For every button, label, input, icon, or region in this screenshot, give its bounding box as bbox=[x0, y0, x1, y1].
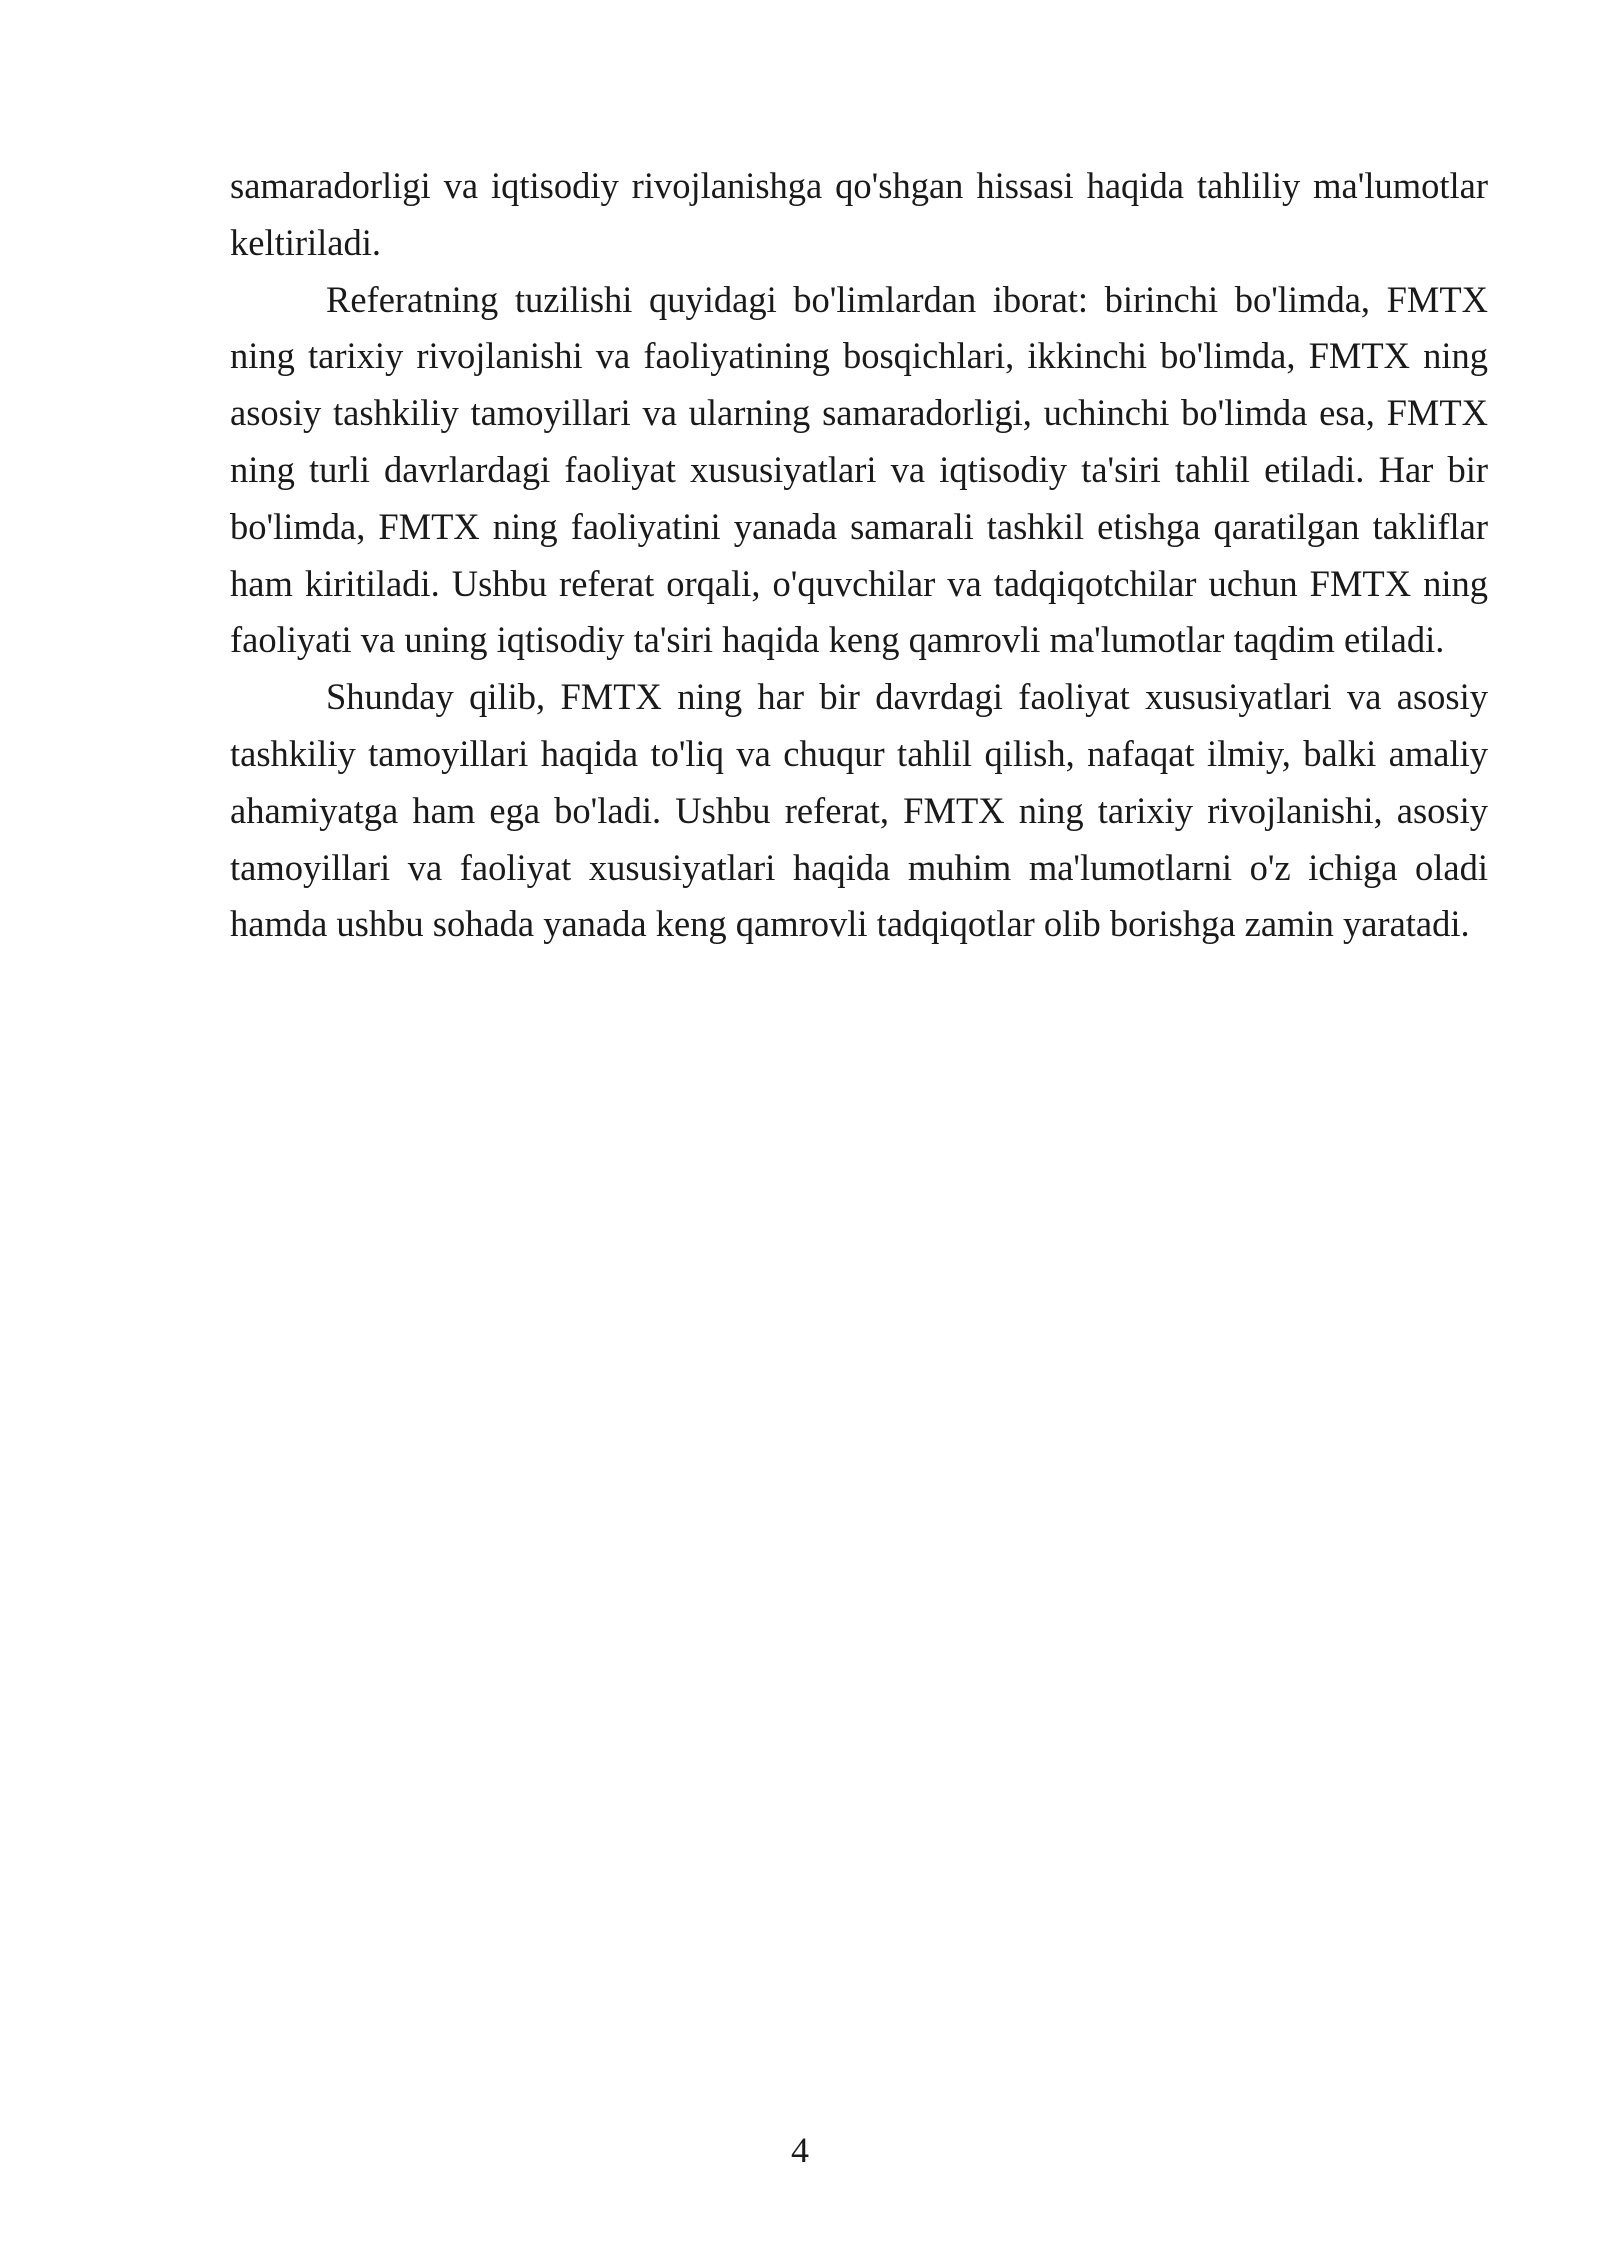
paragraph-continuation: samaradorligi va iqtisodiy rivojlanishga qo'shgan hissasi haqida tahliliy ma'lumotlar keltiriladi. bbox=[230, 165, 1488, 263]
paragraph-conclusion: Shunday qilib, FMTX ning har bir davrdagi faoliyat xususiyatlari va asosiy tashkiliy tamoyillari haqida to'liq va chuqur tahlil qilish, nafaqat ilmiy, balki amaliy ahamiyatga ham ega bo'ladi. Ushbu referat, FMTX ning tarixiy rivojlanishi, asosiy tamoyillari va faoliyat xususiyatlari haqida muhim ma'lumotlarni o'z ichiga oladi hamda ushbu sohada yanada keng qamrovli tadqiqotlar olib borishga zamin yaratadi. bbox=[230, 676, 1488, 945]
paragraph-structure: Referatning tuzilishi quyidagi bo'limlardan iborat: birinchi bo'limda, FMTX ning tarixiy rivojlanishi va faoliyatining bosqichlari, ikkinchi bo'limda, FMTX ning asosiy tashkiliy tamoyillari va ularning samaradorligi, uchinchi bo'limda esa, FMTX ning turli davrlardagi faoliyat xususiyatlari va iqtisodiy ta'siri tahlil etiladi. Har bir bo'limda, FMTX ning faoliyatini yanada samarali tashkil etishga qaratilgan takliflar ham kiritiladi. Ushbu referat orqali, o'quvchilar va tadqiqotchilar uchun FMTX ning faoliyati va uning iqtisodiy ta'siri haqida keng qamrovli ma'lumotlar taqdim etiladi. bbox=[230, 278, 1488, 661]
body-text bbox=[230, 158, 1488, 953]
page-number: 4 bbox=[791, 2130, 809, 2170]
